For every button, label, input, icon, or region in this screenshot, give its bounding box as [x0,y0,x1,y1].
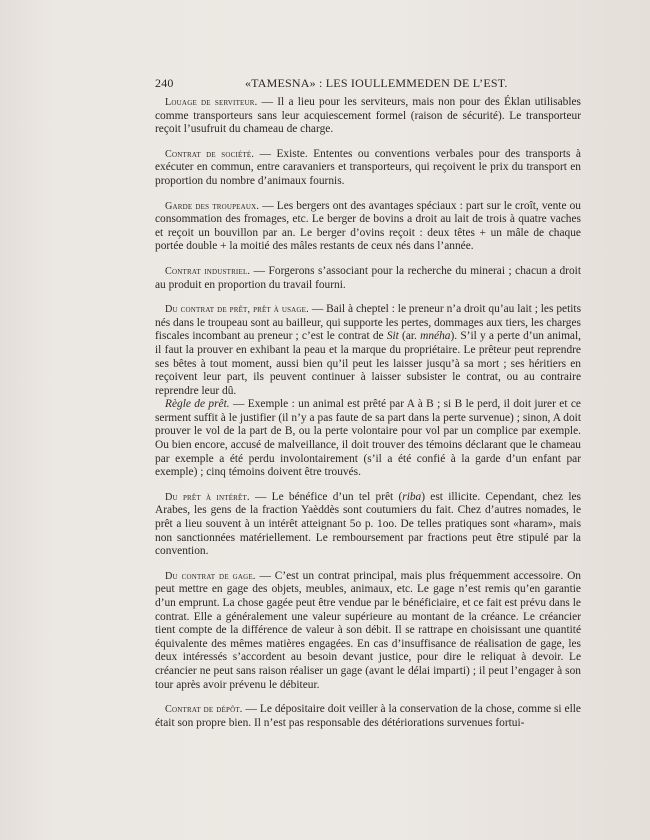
paragraph-text: (ar. [398,330,421,343]
section-heading: Contrat industriel. [165,265,251,277]
paragraph-contrat-de-depot [155,703,581,730]
paragraph-text: — Exemple : un animal est prêté par A à B ; si B le perd, il doit jurer et ce serment suffit à le justifier (il n’y a pas faute de sa part dans la perte survenue) ; sinon, A doit prouver le vol de la part de B, ou la perte volontaire pour vol par un complice par exemple. Ou bien encore, accusé de malveillance, il doit trouver des témoins déclarant que le chameau par exemple a été perdu involontairement (s’il a été confié à la garde d’un enfant par exemple) ; cinq témoins doivent être trouvés. [155,398,581,479]
paragraph-text: — Existe. Ententes ou conventions verbales pour des transports à exécuter en commun, entre caravaniers et transporteurs, qui reçoivent le prix du transport en proportion du nombre d’animaux fournis. [155,147,581,187]
paragraph-garde-des-troupeaux [155,200,581,254]
paragraph-contrat-de-gage [155,570,581,692]
paragraph-louage-de-serviteur [155,96,581,137]
page-number: 240 [155,76,174,90]
running-title: «TAMESNA» : LES IOULLEMMEDEN DE L’EST. [244,76,508,90]
paragraph-text: — Bail à cheptel : le preneur n’a droit qu’au lait ; les petits nés dans le troupeau sont au bailleur, qui supporte les pertes, dommages aux tiers, les charges fiscales incombant au preneur ; c’est le contrat de [155,303,582,343]
paragraph-text: — Il a lieu pour les serviteurs, mais non pour des Éklan utilisables comme transporteurs sans leur acquiescement formel (raison de sécurité). Le transporteur reçoit l’usufruit du chameau de charge. [155,96,581,136]
section-heading: Garde des troupeaux. [165,200,260,212]
section-heading: Du contrat de gage. [165,570,256,582]
paragraph-text: — C’est un contrat principal, mais plus fréquemment accessoire. On peut mettre en gage des objets, meubles, animaux, etc. Le gage n’est remis qu’en garantie d’un emprunt. La chose gagée peut être vendue par le bénéficiaire, et ce fait est prévu dans le contrat. Elle a généralement une valeur supérieure au montant de la créance. Le créancier tient compte de la différence de valeur à son débit. Il se rattrape en choisissant une quantité équivalente des mêmes matières engagées. En cas d’insuffisance de réalisation de gage, les deux intéressés s’accordent au besoin devant justice, pour dire le reliquat à devoir. Le créancier ne peut sans raison réaliser un gage (avant le délai imparti) ; il peut l’engager à son tour après avoir prévenu le débiteur. [155,569,582,691]
paragraph-text: ) est illicite. Cependant, chez les Arabes, les gens de la fraction Yaèddès sont coutumiers du fait. Chez d’autres nomades, le prêt a lieu souvent à un intérêt atteignant 5o p. 1oo. De telles pratiques sont «haram», mais non sanctionnées matériellement. Le remboursement par fractions peut être stipulé par la convention. [155,490,581,558]
paragraph-contrat-de-societe [155,148,581,189]
term-sit: Sit [386,330,399,343]
section-heading: Louage de serviteur. [165,97,258,108]
paragraph-regle-de-pret [155,398,581,480]
section-heading: Contrat de dépôt. [165,704,243,716]
paragraph-contrat-de-pret [155,303,581,398]
paragraph-text: — Forgerons s’associant pour la recherche du minerai ; chacun a droit au produit en proportion du travail fourni. [155,264,581,291]
paragraph-contrat-industriel [155,265,581,292]
page-header [155,76,580,91]
paragraph-text: — Le bénéfice d’un tel prêt ( [249,490,403,503]
term-mneha: mnéha [420,330,451,343]
section-heading: Du prêt à intérêt. [165,491,250,503]
section-heading: Règle de prêt. [165,398,230,411]
paragraph-pret-a-interet [155,491,581,559]
paragraph-text: — Le dépositaire doit veiller à la conservation de la chose, comme si elle était son propre bien. Il n’est pas responsable des détériorations survenues fortui- [155,703,581,729]
paragraph-text: ). S’il y a perte d’un animal, il faut la prouver en exhibant la peau et la marque du propriétaire. Le prêteur peut reprendre ses bêtes à tout moment, aussi bien qu’il peut les laisser jusqu’à sa mort ; ses héritiers en reçoivent leur part, ils peuvent continuer à laisser subsister le contrat, ou au contraire reprendre leur dû. [155,330,581,397]
paragraph-text: — Les bergers ont des avantages spéciaux : part sur le croît, vente ou consommation des fromages, etc. Le berger de bovins a droit au lait de trois à quatre vaches et reçoit un bouvillon par an. Le berger d’ovins reçoit : deux têtes + un mâle de chaque portée double + la moitié des mâles restants de ceux nés dans l’année. [155,199,581,253]
term-riba: riba [402,490,422,503]
page-body [155,96,581,741]
section-heading: Contrat de société. [165,148,255,160]
section-heading: Du contrat de prêt, prêt à usage. [165,304,309,316]
